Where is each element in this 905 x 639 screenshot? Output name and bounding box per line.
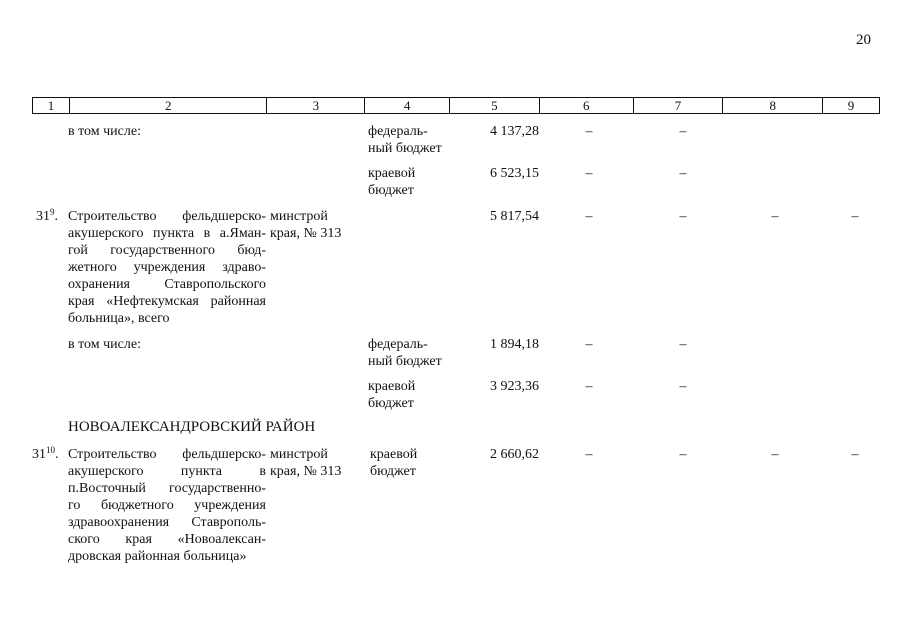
table-header-row <box>32 97 880 114</box>
amount-value: 3 923,36 <box>490 379 539 394</box>
ministry-reference: минстрой края, № 313 <box>270 447 342 479</box>
dash-col9: – <box>851 209 859 224</box>
dash-col7: – <box>679 447 687 462</box>
dash-col7: – <box>679 337 687 352</box>
header-cell-2: 2 <box>70 98 268 113</box>
amount-value: 6 523,15 <box>490 166 539 181</box>
amount-value: 1 894,18 <box>490 337 539 352</box>
budget-source-regional: краевой бюджет <box>368 166 416 198</box>
dash-col6: – <box>585 124 593 139</box>
page-number: 20 <box>856 32 871 48</box>
dash-col6: – <box>585 209 593 224</box>
dash-col6: – <box>585 337 593 352</box>
ministry-reference: минстрой края, № 313 <box>270 209 342 241</box>
budget-source-federal: федераль- ный бюджет <box>368 337 442 369</box>
budget-source-regional: краевой бюджет <box>368 379 416 411</box>
row-number: $31^9$. <box>36 207 58 224</box>
dash-col7: – <box>679 166 687 181</box>
header-cell-8: 8 <box>723 98 823 113</box>
header-cell-6: 6 <box>540 98 634 113</box>
dash-col6: – <box>585 166 593 181</box>
project-description: Строительство фельдшерско- акушерского пункта в а.Яман- гой государственного бюд- жетного учреждения здраво- охранения Ставропольского края «Нефтекумская районная больница», всего <box>68 209 266 326</box>
amount-value: 5 817,54 <box>490 209 539 224</box>
header-cell-7: 7 <box>634 98 724 113</box>
section-heading: НОВОАЛЕКСАНДРОВСКИЙ РАЙОН <box>68 419 316 435</box>
dash-col8: – <box>771 209 779 224</box>
dash-col7: – <box>679 379 687 394</box>
including-label: в том числе: <box>68 337 141 352</box>
budget-source-federal: федераль- ный бюджет <box>368 124 442 156</box>
budget-source-regional: краевой бюджет <box>370 447 418 479</box>
dash-col8: – <box>771 447 779 462</box>
header-cell-1: 1 <box>33 98 70 113</box>
including-label: в том числе: <box>68 124 141 139</box>
amount-value: 4 137,28 <box>490 124 539 139</box>
dash-col7: – <box>679 209 687 224</box>
header-cell-9: 9 <box>847 98 855 113</box>
dash-col6: – <box>585 379 593 394</box>
dash-col9: – <box>851 447 859 462</box>
row-number: $31^{10}$. <box>32 445 59 462</box>
header-cell-3: 3 <box>267 98 365 113</box>
header-cell-5: 5 <box>450 98 540 113</box>
dash-col7: – <box>679 124 687 139</box>
header-cell-4: 4 <box>365 98 450 113</box>
amount-value: 2 660,62 <box>490 447 539 462</box>
project-description: Строительство фельдшерско- акушерского пункта в п.Восточный государственно- го бюджетного учреждения здравоохранения Ставрополь- ского края «Новоалексан- дровская районная больница» <box>68 447 266 564</box>
dash-col6: – <box>585 447 593 462</box>
